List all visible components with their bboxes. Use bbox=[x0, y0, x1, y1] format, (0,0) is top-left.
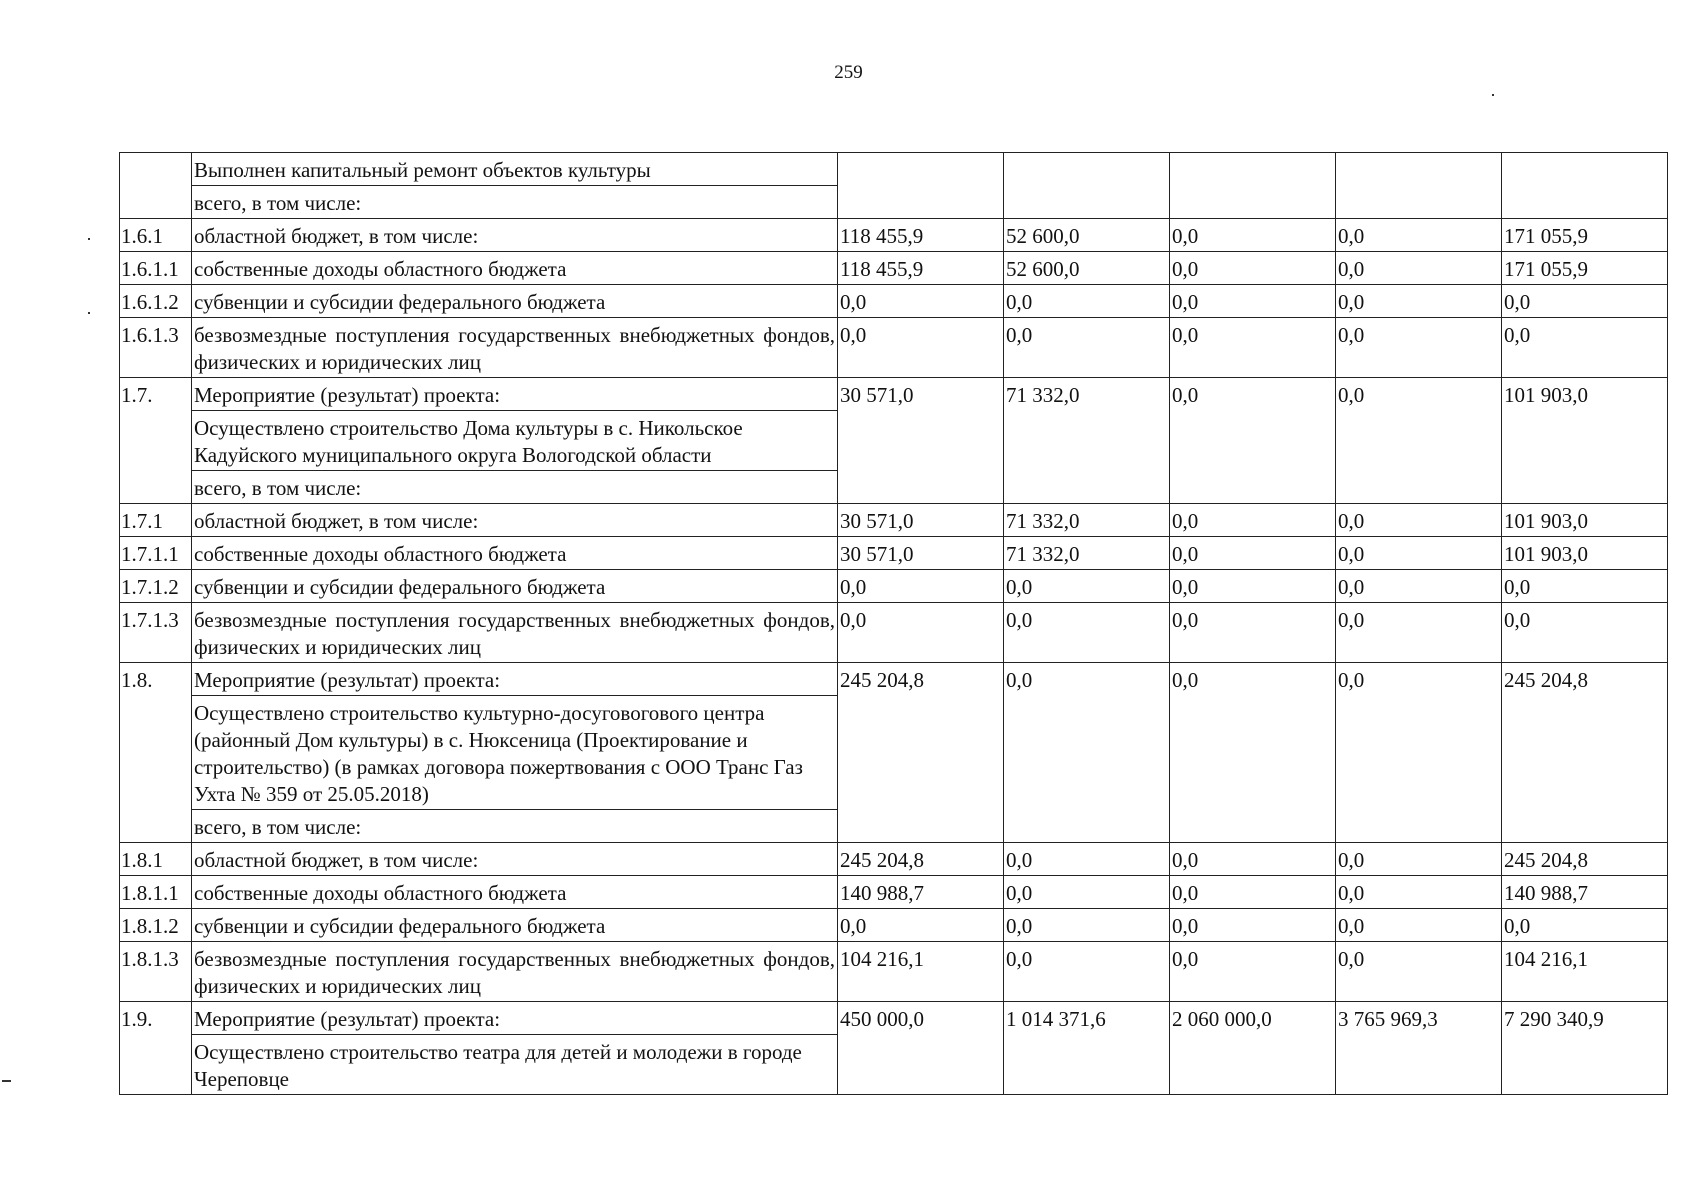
value-cell: 0,0 bbox=[1336, 603, 1502, 663]
value-cell: 52 600,0 bbox=[1004, 252, 1170, 285]
value-cell: 171 055,9 bbox=[1502, 219, 1668, 252]
value-cell: 0,0 bbox=[1170, 285, 1336, 318]
value-cell: 0,0 bbox=[1170, 252, 1336, 285]
row-description: безвозмездные поступления государственных внебюджетных фондов, физических и юридических лиц bbox=[192, 942, 838, 1002]
value-cell: 71 332,0 bbox=[1004, 537, 1170, 570]
value-cell: 2 060 000,0 bbox=[1170, 1002, 1336, 1095]
row-number: 1.7.1 bbox=[120, 504, 192, 537]
row-number bbox=[120, 153, 192, 219]
value-cell: 0,0 bbox=[1502, 603, 1668, 663]
value-cell: 0,0 bbox=[1336, 909, 1502, 942]
value-cell: 140 988,7 bbox=[838, 876, 1004, 909]
table-row bbox=[120, 570, 1668, 603]
value-cell: 0,0 bbox=[1170, 942, 1336, 1002]
table-row bbox=[120, 252, 1668, 285]
row-number: 1.7.1.3 bbox=[120, 603, 192, 663]
value-cell: 0,0 bbox=[1170, 843, 1336, 876]
value-cell: 0,0 bbox=[1502, 909, 1668, 942]
value-cell: 0,0 bbox=[1004, 909, 1170, 942]
value-cell: 0,0 bbox=[1170, 318, 1336, 378]
value-cell: 30 571,0 bbox=[838, 537, 1004, 570]
row-description: субвенции и субсидии федерального бюджета bbox=[192, 285, 838, 318]
value-cell: 0,0 bbox=[1502, 570, 1668, 603]
value-cell: 118 455,9 bbox=[838, 252, 1004, 285]
row-description: Мероприятие (результат) проекта: bbox=[192, 663, 838, 696]
value-cell: 140 988,7 bbox=[1502, 876, 1668, 909]
value-cell: 0,0 bbox=[1336, 843, 1502, 876]
value-cell bbox=[1004, 153, 1170, 219]
value-cell: 245 204,8 bbox=[1502, 843, 1668, 876]
row-description: собственные доходы областного бюджета bbox=[192, 252, 838, 285]
row-number: 1.9. bbox=[120, 1002, 192, 1095]
value-cell bbox=[1336, 153, 1502, 219]
value-cell: 104 216,1 bbox=[1502, 942, 1668, 1002]
value-cell bbox=[838, 153, 1004, 219]
row-number: 1.6.1.3 bbox=[120, 318, 192, 378]
value-cell: 0,0 bbox=[1004, 843, 1170, 876]
value-cell: 0,0 bbox=[1336, 219, 1502, 252]
table-row bbox=[120, 909, 1668, 942]
table-row bbox=[120, 153, 1668, 186]
scan-speck bbox=[88, 238, 90, 240]
value-cell: 0,0 bbox=[1336, 663, 1502, 843]
row-number: 1.7.1.1 bbox=[120, 537, 192, 570]
value-cell: 0,0 bbox=[1170, 219, 1336, 252]
row-description: Осуществлено строительство Дома культуры в с. Никольское Кадуйского муниципального округа Вологодской области bbox=[192, 411, 838, 471]
value-cell: 0,0 bbox=[1170, 378, 1336, 504]
row-description: Выполнен капитальный ремонт объектов культуры bbox=[192, 153, 838, 186]
table-row bbox=[120, 504, 1668, 537]
value-cell: 30 571,0 bbox=[838, 504, 1004, 537]
row-description: собственные доходы областного бюджета bbox=[192, 876, 838, 909]
row-number: 1.7.1.2 bbox=[120, 570, 192, 603]
table-row bbox=[120, 942, 1668, 1002]
value-cell: 0,0 bbox=[1004, 663, 1170, 843]
row-description: Мероприятие (результат) проекта: bbox=[192, 1002, 838, 1035]
row-number: 1.6.1.2 bbox=[120, 285, 192, 318]
value-cell: 0,0 bbox=[1004, 570, 1170, 603]
value-cell: 30 571,0 bbox=[838, 378, 1004, 504]
row-number: 1.7. bbox=[120, 378, 192, 504]
value-cell: 0,0 bbox=[1170, 909, 1336, 942]
scan-speck bbox=[88, 312, 90, 314]
value-cell: 245 204,8 bbox=[838, 843, 1004, 876]
value-cell: 0,0 bbox=[1004, 876, 1170, 909]
margin-dash bbox=[2, 1080, 11, 1082]
table-row bbox=[120, 285, 1668, 318]
value-cell: 0,0 bbox=[1336, 285, 1502, 318]
scan-speck bbox=[1492, 94, 1494, 96]
budget-table bbox=[119, 152, 1668, 1095]
value-cell: 0,0 bbox=[838, 570, 1004, 603]
row-description: субвенции и субсидии федерального бюджета bbox=[192, 909, 838, 942]
value-cell: 7 290 340,9 bbox=[1502, 1002, 1668, 1095]
table-row bbox=[120, 537, 1668, 570]
value-cell: 0,0 bbox=[1170, 663, 1336, 843]
table-row bbox=[120, 663, 1668, 696]
value-cell: 3 765 969,3 bbox=[1336, 1002, 1502, 1095]
value-cell bbox=[1502, 153, 1668, 219]
value-cell: 0,0 bbox=[1336, 876, 1502, 909]
value-cell: 0,0 bbox=[1502, 318, 1668, 378]
value-cell: 450 000,0 bbox=[838, 1002, 1004, 1095]
table-row bbox=[120, 876, 1668, 909]
row-description: всего, в том числе: bbox=[192, 186, 838, 219]
row-description: собственные доходы областного бюджета bbox=[192, 537, 838, 570]
table-row bbox=[120, 843, 1668, 876]
value-cell: 0,0 bbox=[838, 909, 1004, 942]
value-cell: 0,0 bbox=[1004, 318, 1170, 378]
row-description: областной бюджет, в том числе: bbox=[192, 504, 838, 537]
value-cell: 71 332,0 bbox=[1004, 504, 1170, 537]
row-number: 1.6.1 bbox=[120, 219, 192, 252]
row-description: Осуществлено строительство культурно-досуговогового центра (районный Дом культуры) в с. Нюксеница (Проектирование и строительство) (в рамках договора пожертвования с ООО Транс Газ Ухта № 359 от 25.05.2018) bbox=[192, 696, 838, 810]
row-description: безвозмездные поступления государственных внебюджетных фондов, физических и юридических лиц bbox=[192, 603, 838, 663]
value-cell: 1 014 371,6 bbox=[1004, 1002, 1170, 1095]
value-cell: 245 204,8 bbox=[1502, 663, 1668, 843]
value-cell: 71 332,0 bbox=[1004, 378, 1170, 504]
value-cell: 0,0 bbox=[1336, 378, 1502, 504]
value-cell: 245 204,8 bbox=[838, 663, 1004, 843]
value-cell: 0,0 bbox=[1004, 603, 1170, 663]
row-number: 1.8.1.3 bbox=[120, 942, 192, 1002]
value-cell: 0,0 bbox=[1004, 285, 1170, 318]
row-description: областной бюджет, в том числе: bbox=[192, 843, 838, 876]
value-cell: 0,0 bbox=[1336, 942, 1502, 1002]
value-cell: 0,0 bbox=[1170, 603, 1336, 663]
value-cell: 118 455,9 bbox=[838, 219, 1004, 252]
value-cell: 0,0 bbox=[1336, 537, 1502, 570]
value-cell: 101 903,0 bbox=[1502, 537, 1668, 570]
value-cell: 0,0 bbox=[1502, 285, 1668, 318]
value-cell: 0,0 bbox=[1336, 252, 1502, 285]
row-number: 1.8.1 bbox=[120, 843, 192, 876]
value-cell: 0,0 bbox=[1336, 318, 1502, 378]
page-number: 259 bbox=[834, 62, 863, 83]
value-cell: 104 216,1 bbox=[838, 942, 1004, 1002]
row-description: безвозмездные поступления государственных внебюджетных фондов, физических и юридических лиц bbox=[192, 318, 838, 378]
value-cell: 0,0 bbox=[1170, 876, 1336, 909]
value-cell: 0,0 bbox=[1336, 504, 1502, 537]
table-row bbox=[120, 603, 1668, 663]
value-cell: 171 055,9 bbox=[1502, 252, 1668, 285]
row-number: 1.8.1.2 bbox=[120, 909, 192, 942]
value-cell: 52 600,0 bbox=[1004, 219, 1170, 252]
value-cell: 0,0 bbox=[1170, 537, 1336, 570]
row-description: субвенции и субсидии федерального бюджета bbox=[192, 570, 838, 603]
table-row bbox=[120, 219, 1668, 252]
row-description: областной бюджет, в том числе: bbox=[192, 219, 838, 252]
value-cell: 0,0 bbox=[1336, 570, 1502, 603]
row-description: Осуществлено строительство театра для детей и молодежи в городе Череповце bbox=[192, 1035, 838, 1095]
row-description: всего, в том числе: bbox=[192, 810, 838, 843]
row-number: 1.8. bbox=[120, 663, 192, 843]
value-cell: 0,0 bbox=[838, 603, 1004, 663]
value-cell: 101 903,0 bbox=[1502, 378, 1668, 504]
row-number: 1.6.1.1 bbox=[120, 252, 192, 285]
table-row bbox=[120, 1002, 1668, 1035]
row-number: 1.8.1.1 bbox=[120, 876, 192, 909]
value-cell bbox=[1170, 153, 1336, 219]
value-cell: 101 903,0 bbox=[1502, 504, 1668, 537]
value-cell: 0,0 bbox=[1004, 942, 1170, 1002]
value-cell: 0,0 bbox=[1170, 570, 1336, 603]
row-description: всего, в том числе: bbox=[192, 471, 838, 504]
value-cell: 0,0 bbox=[838, 318, 1004, 378]
row-description: Мероприятие (результат) проекта: bbox=[192, 378, 838, 411]
table-row bbox=[120, 318, 1668, 378]
value-cell: 0,0 bbox=[1170, 504, 1336, 537]
value-cell: 0,0 bbox=[838, 285, 1004, 318]
table-row bbox=[120, 378, 1668, 411]
